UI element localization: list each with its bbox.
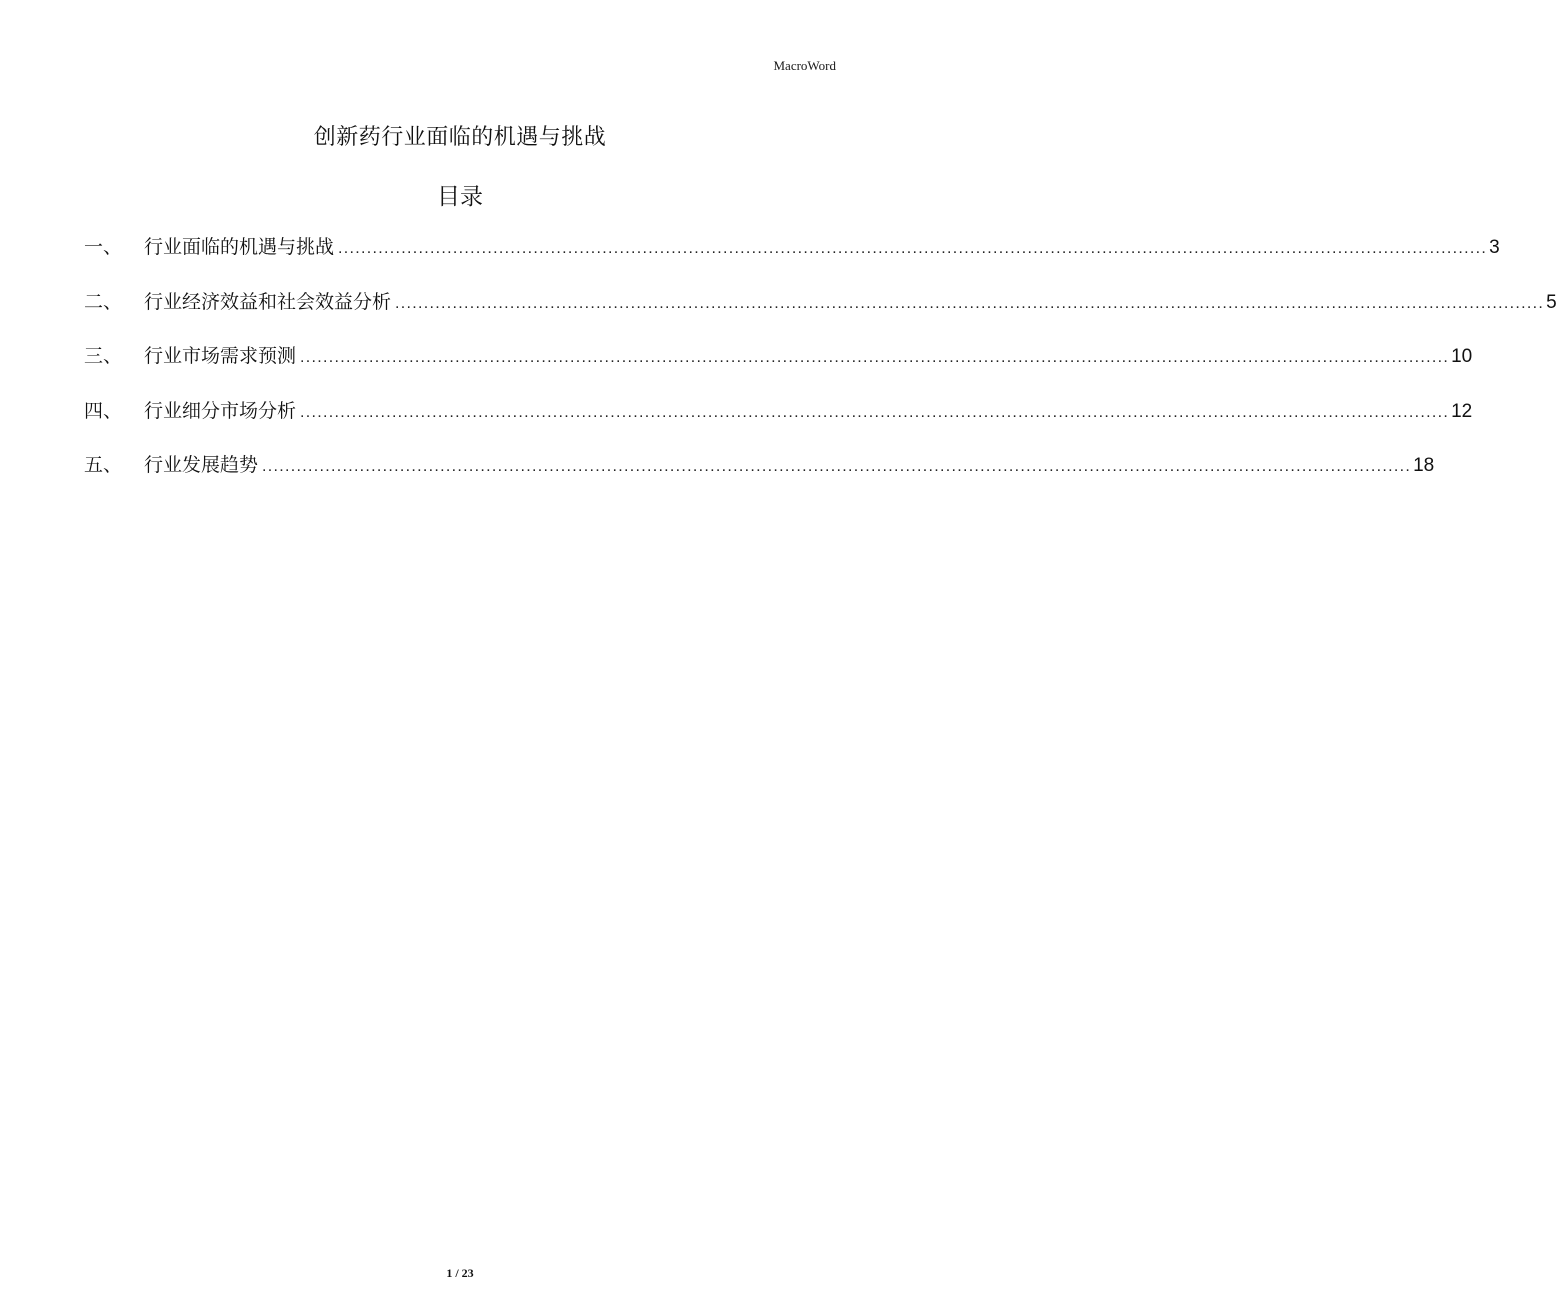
- toc-entry-page: 12: [1451, 400, 1473, 422]
- toc-entry[interactable]: [84, 396, 1473, 451]
- toc-entry[interactable]: [84, 341, 1473, 396]
- toc-entry-number: 一、: [84, 236, 123, 258]
- toc-entry-title: 行业经济效益和社会效益分析: [144, 290, 392, 313]
- toc-entry-number: 四、: [84, 399, 123, 422]
- toc-entry-page: 3: [1489, 237, 1500, 258]
- toc-dot-leader: ........................................................................................................................................................................................................: [262, 458, 1412, 475]
- toc-entry-page: 5: [1546, 291, 1557, 313]
- toc-entry-number: 三、: [84, 345, 123, 367]
- toc-entry[interactable]: [84, 450, 1435, 505]
- toc-entry-number: 五、: [84, 454, 123, 476]
- table-of-contents: [84, 232, 1557, 505]
- toc-heading: 目录: [437, 184, 483, 210]
- page-number-footer: 1 / 23: [446, 1266, 474, 1280]
- toc-entry[interactable]: [84, 287, 1557, 342]
- page-header: MacroWord: [773, 58, 836, 73]
- toc-dot-leader: ........................................................................................................................................................................................................: [395, 294, 1545, 312]
- toc-entry-title: 行业面临的机遇与挑战: [144, 236, 335, 258]
- toc-dot-leader: ........................................................................................................................................................................................................: [300, 403, 1450, 421]
- toc-entry-title: 行业市场需求预测: [144, 345, 297, 367]
- toc-entry-title: 行业细分市场分析: [144, 399, 297, 422]
- toc-entry-page: 10: [1451, 346, 1473, 367]
- toc-entry-title: 行业发展趋势: [144, 454, 259, 476]
- toc-entry-page: 18: [1413, 455, 1435, 476]
- toc-entry[interactable]: [84, 232, 1500, 287]
- document-title: 创新药行业面临的机遇与挑战: [313, 125, 607, 150]
- toc-dot-leader: ........................................................................................................................................................................................................: [300, 349, 1450, 366]
- toc-entry-number: 二、: [84, 290, 123, 313]
- toc-dot-leader: ........................................................................................................................................................................................................: [338, 240, 1488, 257]
